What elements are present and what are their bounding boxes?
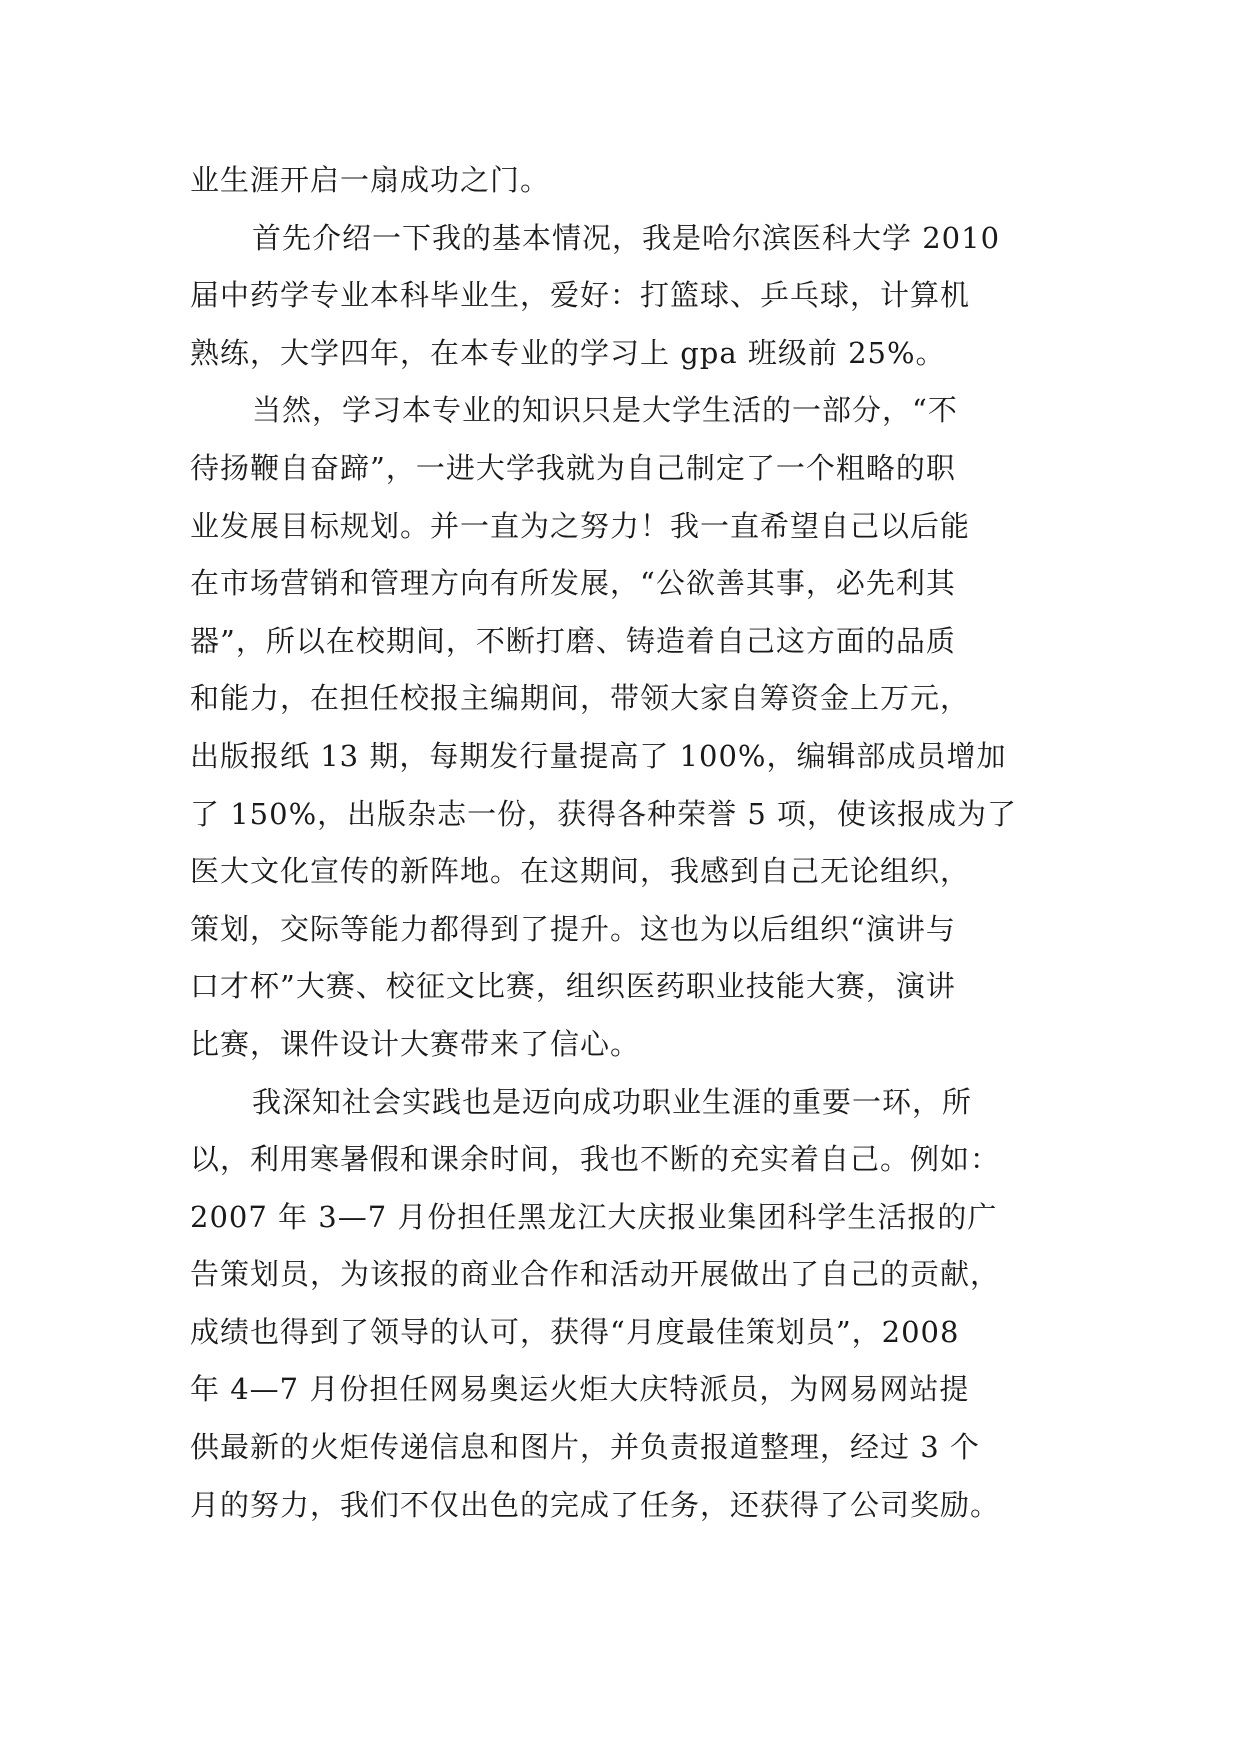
text-line: 在市场营销和管理方向有所发展，“公欲善其事，必先利其 (190, 566, 956, 601)
text-line: 比赛，课件设计大赛带来了信心。 (190, 1026, 641, 1061)
text-line: 业生涯开启一扇成功之门。 (190, 163, 551, 197)
text-line: 告策划员，为该报的商业合作和活动开展做出了自己的贡献， (190, 1257, 1001, 1292)
text-line: 医大文化宣传的新阵地。在这期间，我感到自己无论组织， (190, 854, 971, 889)
paragraph-start-line: 首先介绍一下我的基本情况，我是哈尔滨医科大学 2010 (252, 220, 1001, 255)
text-line: 成绩也得到了领导的认可，获得“月度最佳策划员”，2008 (190, 1314, 960, 1349)
text-line: 月的努力，我们不仅出色的完成了任务，还获得了公司奖励。 (190, 1487, 1001, 1522)
text-line: 了 150%，出版杂志一份，获得各种荣誉 5 项，使该报成为了 (190, 796, 1018, 831)
text-line: 口才杯”大赛、校征文比赛，组织医药职业技能大赛，演讲 (190, 969, 956, 1004)
text-line: 2007 年 3—7 月份担任黑龙江大庆报业集团科学生活报的广 (190, 1199, 998, 1234)
text-line: 待扬鞭自奋蹄”，一进大学我就为自己制定了一个粗略的职 (190, 450, 956, 485)
text-line: 器”，所以在校期间，不断打磨、铸造着自己这方面的品质 (190, 623, 956, 658)
text-line: 出版报纸 13 期，每期发行量提高了 100%，编辑部成员增加 (190, 738, 1007, 773)
text-line: 以，利用寒暑假和课余时间，我也不断的充实着自己。例如： (190, 1142, 1001, 1177)
paragraph-start-line: 我深知社会实践也是迈向成功职业生涯的重要一环，所 (252, 1084, 973, 1119)
body-text (190, 152, 1060, 1534)
text-line: 熟练，大学四年，在本专业的学习上 gpa 班级前 25%。 (190, 335, 946, 370)
text-line: 和能力，在担任校报主编期间，带领大家自筹资金上万元， (190, 681, 971, 716)
paragraph-start-line: 当然，学习本专业的知识只是大学生活的一部分，“不 (252, 393, 958, 428)
text-line: 业发展目标规划。并一直为之努力！我一直希望自己以后能 (190, 508, 971, 543)
text-line: 年 4—7 月份担任网易奥运火炬大庆特派员，为网易网站提 (190, 1372, 970, 1407)
text-line: 供最新的火炬传递信息和图片，并负责报道整理，经过 3 个 (190, 1430, 980, 1465)
text-line: 届中药学专业本科毕业生，爱好：打篮球、乒乓球，计算机 (190, 278, 971, 313)
text-line: 策划，交际等能力都得到了提升。这也为以后组织“演讲与 (190, 911, 956, 946)
